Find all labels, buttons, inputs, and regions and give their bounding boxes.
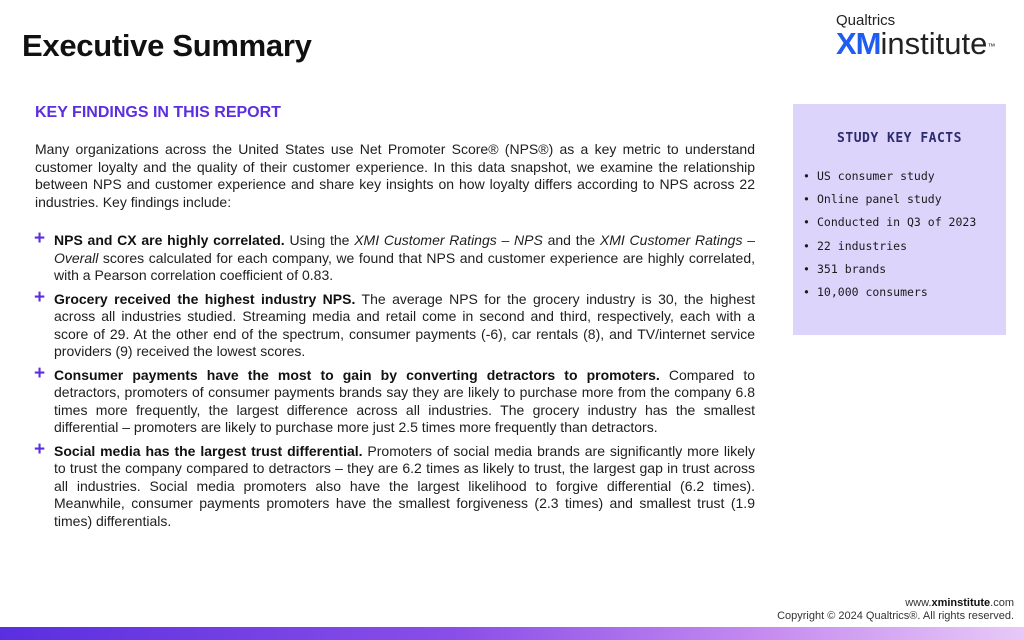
finding-text: Promoters of social media brands are significantly more likely to trust the company compared to detractors – they are 6.2 times as likely to trust, the largest gap in trust across all industries. Social media promoters also have the largest likelihood to forgive differential (6.2 times). Meanwhile, consumer payments promoters have the smallest forgiveness (2.3 times) and smallest trust (1.9 times) differentials. — [54, 442, 755, 529]
key-fact-text: Conducted in Q3 of 2023 — [817, 215, 977, 230]
key-facts-title: STUDY KEY FACTS — [837, 131, 962, 146]
finding-headline: Social media has the largest trust differential. — [54, 442, 363, 459]
plus-icon: + — [34, 362, 46, 384]
footer-website-link[interactable] — [905, 597, 1014, 609]
key-fact-item — [803, 191, 976, 214]
bullet-icon: • — [803, 192, 810, 207]
footer-copyright: Copyright © 2024 Qualtrics®. All rights reserved. — [777, 610, 1014, 622]
plus-icon: + — [34, 286, 46, 308]
intro-paragraph: Many organizations across the United States use Net Promoter Score® (NPS®) as a key metric to understand customer loyalty and the quality of their customer experience. In this data snapshot, we examine the relationship between NPS and customer experience and share key insights on how loyalty differs according to NPS across 22 industries. Key findings include: — [35, 141, 755, 210]
plus-icon: + — [34, 438, 46, 460]
finding-headline: NPS and CX are highly correlated. — [54, 232, 285, 248]
key-fact-text: 10,000 consumers — [817, 284, 928, 299]
key-fact-item — [803, 261, 976, 284]
finding-text: The average NPS for the grocery industry is 30, the highest across all industries studied. Streaming media and retail come in second and third, respectively, each with a score of 29. At the other end of the spectrum, consumer payments (-6), car rentals (8), and TV/internet service providers (9) received the lowest scores. — [54, 290, 755, 359]
key-fact-item — [803, 284, 976, 307]
bullet-icon: • — [803, 169, 810, 183]
logo-institute-text: institute — [880, 26, 988, 61]
key-fact-item — [803, 238, 976, 261]
finding-item — [34, 438, 755, 531]
key-fact-text: 351 brands — [817, 261, 887, 276]
footer-url-domain: xminstitute — [931, 597, 991, 609]
key-findings-heading: KEY FINDINGS IN THIS REPORT — [35, 104, 281, 121]
key-fact-text: Online panel study — [817, 192, 942, 207]
key-fact-text: 22 industries — [817, 238, 908, 253]
finding-item — [34, 228, 755, 285]
bullet-icon: • — [803, 261, 810, 276]
finding-text: scores calculated for each company, we found that NPS and customer experience are highly correlated, with a Pearson correlation coefficient of 0.83. — [54, 249, 755, 283]
logo-main — [836, 26, 1016, 61]
footer-url-prefix: www. — [905, 597, 932, 609]
study-key-facts-box — [793, 104, 1006, 335]
bullet-icon: • — [803, 215, 810, 230]
key-fact-item — [803, 168, 976, 191]
key-fact-text: US consumer study — [817, 169, 935, 183]
finding-text: Compared to detractors, promoters of consumer payments brands say they are likely to purchase more from the company 6.8 times more frequently, the largest difference across all industries. The grocery industry has the smallest differential – promoters are likely to purchase more just 2.5 times more frequently than detractors. — [54, 366, 755, 435]
finding-item — [34, 286, 755, 361]
finding-headline: Consumer payments have the most to gain by converting detractors to promoters. — [54, 366, 660, 383]
qualtrics-xm-institute-logo — [836, 12, 1016, 62]
finding-text: and the — [542, 232, 600, 248]
finding-italic-text: XMI Customer Ratings – NPS — [354, 232, 543, 248]
finding-headline: Grocery received the highest industry NPS. — [54, 290, 356, 307]
footer-url-suffix: .com — [990, 597, 1014, 609]
bullet-icon: • — [803, 238, 810, 253]
key-facts-list — [803, 168, 976, 307]
finding-italic-text: XMI Customer Ratings – Overall — [54, 232, 755, 266]
logo-qualtrics-text: Qualtrics — [836, 12, 896, 29]
finding-item — [34, 362, 755, 437]
key-fact-item — [803, 214, 976, 237]
key-findings-list — [34, 228, 755, 536]
finding-text: Using the — [284, 232, 355, 248]
page-title: Executive Summary — [22, 28, 312, 63]
plus-icon: + — [34, 228, 46, 249]
logo-trademark: ™ — [987, 42, 996, 51]
logo-xm-text: XM — [836, 26, 881, 61]
bottom-gradient-bar — [0, 627, 1024, 640]
bullet-icon: • — [803, 284, 810, 299]
